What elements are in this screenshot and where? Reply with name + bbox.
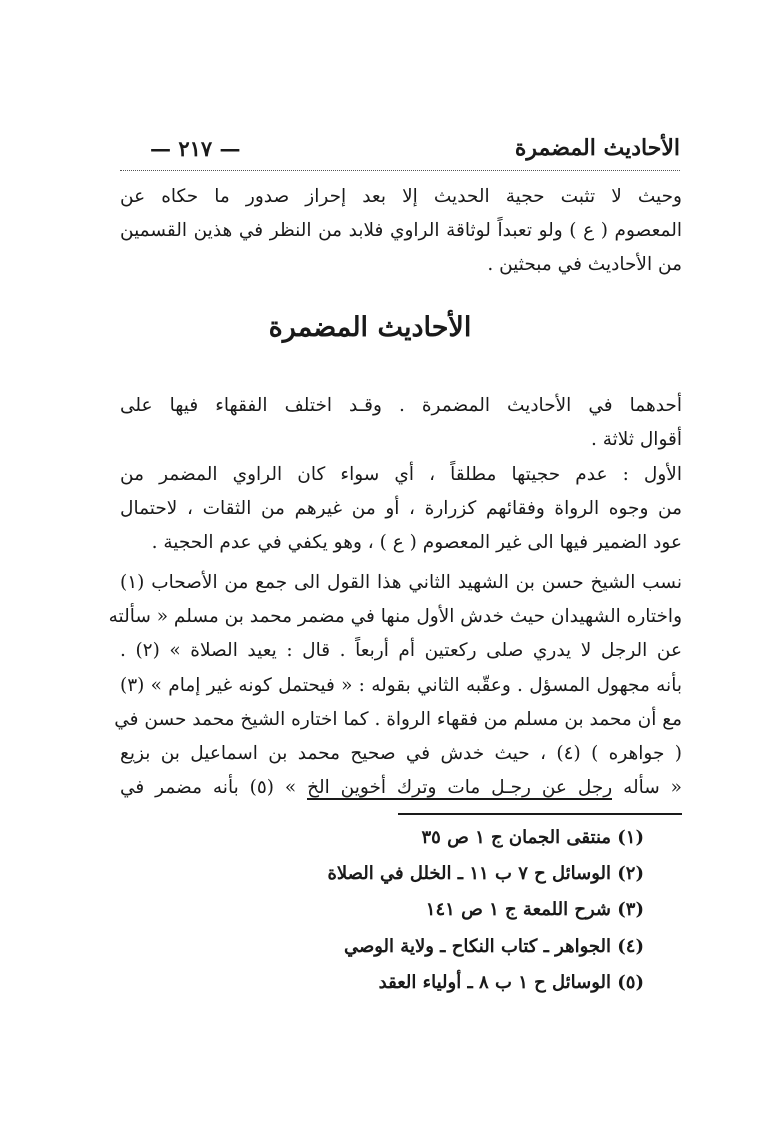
text-line: مع أن محمد بن مسلم من فقهاء الرواة . كما اختاره الشيخ محمد حسن في bbox=[114, 708, 682, 730]
footnote-5: (٥) الوسائل ح ١ ب ٨ ـ أولياء العقد bbox=[378, 971, 644, 993]
paragraph-2 bbox=[120, 458, 682, 561]
intro-paragraph bbox=[120, 180, 682, 283]
header-divider bbox=[120, 170, 680, 171]
text-line: وحيث لا تثبت حجية الحديث إلا بعد إحراز صدور ما حكاه عن bbox=[120, 186, 682, 207]
text-line: نسب الشيخ حسن بن الشهيد الثاني هذا القول الى جمع من الأصحاب (١) bbox=[120, 572, 682, 593]
section-heading: الأحاديث المضمرة bbox=[268, 312, 472, 343]
text-line: المعصوم ( ع ) ولو تعبداً لوثاقة الراوي فلابد من النظر في هذين القسمين bbox=[120, 220, 682, 242]
text-line: عود الضمير فيها الى غير المعصوم ( ع ) ، وهو يكفي في عدم الحجية . bbox=[151, 532, 682, 554]
text-line: أحدهما في الأحاديث المضمرة . وقـد اختلف الفقهاء فيها على bbox=[120, 395, 682, 416]
page-header bbox=[120, 128, 680, 168]
text-line: ( جواهره ) (٤) ، حيث خدش في صحيح محمد بن اسماعيل بن بزيع bbox=[120, 742, 682, 764]
footnote-4: (٤) الجواهر ـ كتاب النكاح ـ ولاية الوصي bbox=[343, 935, 644, 957]
footnote-1: (١) منتقى الجمان ج ١ ص ٣٥ bbox=[421, 827, 644, 848]
text-line: من الأحاديث في مبحثين . bbox=[487, 254, 682, 276]
text-line: أقوال ثلاثة . bbox=[590, 429, 682, 451]
paragraph-3 bbox=[108, 566, 682, 805]
footnotes bbox=[200, 820, 644, 1001]
underlined-quote: رجل عن رجـل مات وترك أخوين الخ bbox=[307, 777, 613, 799]
footnote-divider bbox=[398, 813, 682, 815]
text-line: بأنه مجهول المسؤل . وعقّبه الثاني بقوله : « فيحتمل كونه غير إمام » (٣) bbox=[120, 674, 682, 696]
text-line: من وجوه الرواة وفقائهم كزرارة ، أو من غيرهم من الثقات ، لاحتمال bbox=[120, 498, 682, 520]
page-number: — ٢١٧ — bbox=[150, 135, 241, 161]
text-line: الأول : عدم حجيتها مطلقاً ، أي سواء كان الراوي المضمر من bbox=[120, 464, 682, 485]
footnote-2: (٢) الوسائل ح ٧ ب ١١ ـ الخلل في الصلاة bbox=[327, 863, 644, 885]
paragraph-1 bbox=[120, 389, 682, 457]
footnote-3: (٣) شرح اللمعة ج ١ ص ١٤١ bbox=[425, 899, 644, 921]
quote-close: » (٥) بأنه مضمر في bbox=[120, 777, 308, 799]
text-line: عن الرجل لا يدري صلى ركعتين أم أربعاً . قال : يعيد الصلاة » (٢) . bbox=[120, 640, 682, 662]
quote-open: « سأله bbox=[612, 777, 682, 799]
running-title: الأحاديث المضمرة bbox=[514, 135, 680, 161]
text-line: واختاره الشهيدان حيث خدش الأول منها في مضمر محمد بن مسلم « سألته bbox=[108, 606, 682, 628]
text-line-last bbox=[120, 771, 682, 805]
